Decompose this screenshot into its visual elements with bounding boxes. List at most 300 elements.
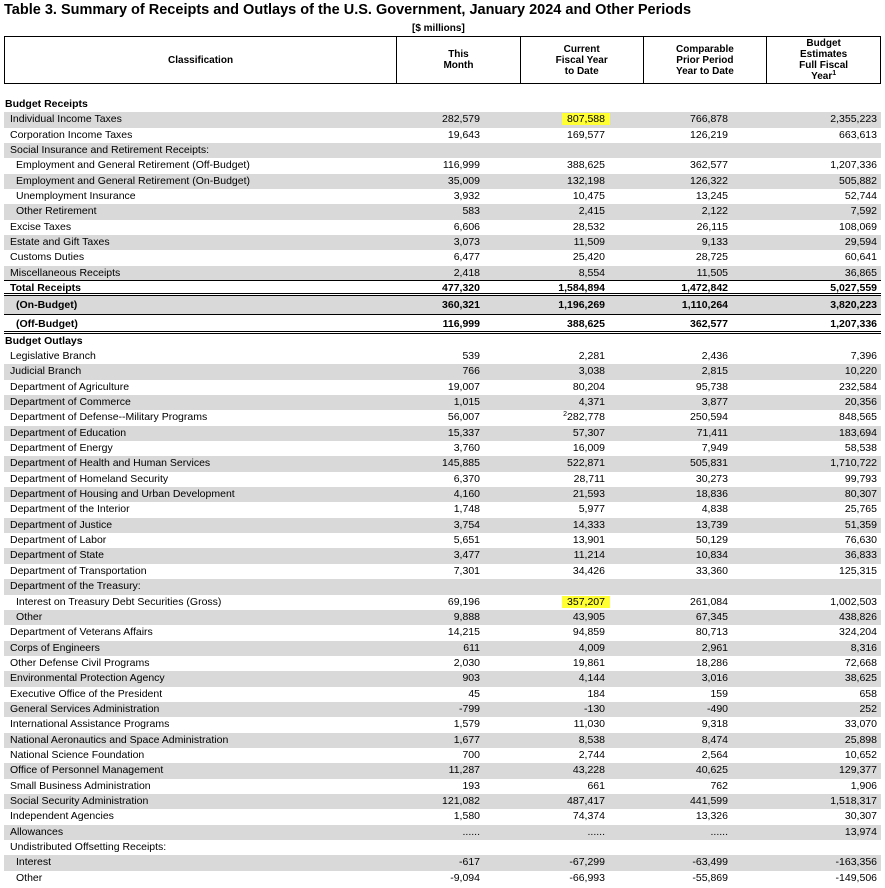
cell-budget-estimate: 3,820,223 xyxy=(830,299,877,312)
cell-budget-estimate: 1,207,336 xyxy=(830,159,877,172)
cell-this-month: 35,009 xyxy=(447,174,480,187)
row-label: Social Security Administration xyxy=(10,794,149,807)
table-row xyxy=(4,533,881,548)
cell-current-fy: 80,204 xyxy=(572,380,605,393)
cell-current-fy: 661 xyxy=(587,779,605,792)
cell-this-month: 1,580 xyxy=(453,810,480,823)
row-label: Department of Education xyxy=(10,426,127,439)
cell-current-fy: 11,509 xyxy=(573,236,605,249)
table-title: Table 3. Summary of Receipts and Outlays of the U.S. Government, January 2024 and Other Periods xyxy=(4,2,692,18)
cell-prior-period: 10,834 xyxy=(695,549,728,562)
row-label: International Assistance Programs xyxy=(10,718,170,731)
cell-this-month: 2,030 xyxy=(453,656,480,669)
cell-budget-estimate: 76,630 xyxy=(844,534,877,547)
cell-this-month: 6,477 xyxy=(453,251,480,264)
cell-this-month: 539 xyxy=(462,350,480,362)
cell-this-month: 116,999 xyxy=(442,159,480,172)
row-label: Individual Income Taxes xyxy=(10,113,122,126)
highlighted-value: 357,207 xyxy=(562,596,610,608)
header-current-fiscal-year: Current Fiscal Year to Date xyxy=(520,37,643,83)
header-prior-period: Comparable Prior Period Year to Date xyxy=(643,37,767,83)
cell-prior-period: -63,499 xyxy=(692,856,728,869)
cell-current-fy xyxy=(520,112,643,127)
cell-current-fy xyxy=(520,97,643,112)
table-row xyxy=(4,128,881,143)
table-row xyxy=(4,250,881,265)
cell-budget-estimate: 7,396 xyxy=(850,350,877,362)
table-row xyxy=(4,825,881,840)
row-label: Executive Office of the President xyxy=(10,687,163,700)
row-label: Interest on Treasury Debt Securities (Gross) xyxy=(16,595,222,608)
table-row xyxy=(4,548,881,563)
cell-prior-period: 3,877 xyxy=(701,396,728,409)
table-row xyxy=(4,364,881,379)
row-label: Corporation Income Taxes xyxy=(10,128,133,141)
row-label: Estate and Gift Taxes xyxy=(10,236,110,249)
table-row xyxy=(4,733,881,748)
cell-this-month: 2,418 xyxy=(453,266,480,279)
cell-current-fy: 388,625 xyxy=(567,159,605,172)
row-label: Budget Outlays xyxy=(5,334,83,347)
table-row xyxy=(4,281,881,296)
row-label: Undistributed Offsetting Receipts: xyxy=(10,841,167,853)
row-label: Independent Agencies xyxy=(10,810,114,823)
cell-budget-estimate: 10,220 xyxy=(844,365,877,378)
cell-budget-estimate: 38,625 xyxy=(844,672,877,685)
table-row xyxy=(4,610,881,625)
cell-current-fy: 19,861 xyxy=(572,656,605,669)
row-label: Office of Personnel Management xyxy=(10,764,164,777)
row-label: Department of the Treasury: xyxy=(10,580,141,593)
cell-current-fy: 2,415 xyxy=(578,205,605,218)
cell-budget-estimate: 25,898 xyxy=(844,733,877,746)
cell-current-fy: -130 xyxy=(583,702,605,715)
cell-current-fy: 43,905 xyxy=(572,610,605,623)
cell-this-month: 116,999 xyxy=(442,318,480,331)
table-row xyxy=(4,518,881,533)
cell-budget-estimate: 183,694 xyxy=(839,426,877,439)
cell-current-fy xyxy=(520,840,643,855)
row-label: Other xyxy=(16,610,43,623)
cell-prior-period: 9,318 xyxy=(701,718,728,731)
cell-prior-period: 67,345 xyxy=(695,610,728,623)
table-row xyxy=(4,395,881,410)
cell-prior-period: 28,725 xyxy=(695,251,728,264)
cell-prior-period: 2,961 xyxy=(701,641,728,654)
cell-budget-estimate: 108,069 xyxy=(839,220,877,233)
cell-budget-estimate: 129,377 xyxy=(839,764,877,777)
cell-budget-estimate xyxy=(767,97,881,112)
cell-prior-period: ...... xyxy=(710,825,728,838)
cell-current-fy: 184 xyxy=(587,687,605,700)
table-row xyxy=(4,204,881,219)
cell-budget-estimate: 1,518,317 xyxy=(830,794,877,807)
row-label: General Services Administration xyxy=(10,702,160,715)
table-row xyxy=(4,487,881,502)
cell-this-month: 3,932 xyxy=(453,190,480,203)
row-label: Interest xyxy=(16,856,52,869)
cell-budget-estimate xyxy=(767,840,881,855)
table-header xyxy=(4,36,881,84)
cell-prior-period: 8,474 xyxy=(701,733,728,746)
row-label: Judicial Branch xyxy=(10,365,82,378)
table-row xyxy=(4,855,881,870)
cell-prior-period: 250,594 xyxy=(690,411,728,424)
cell-this-month: 56,007 xyxy=(447,411,480,424)
row-label: Environmental Protection Agency xyxy=(10,672,165,685)
row-label: Unemployment Insurance xyxy=(16,190,136,203)
cell-prior-period xyxy=(643,840,767,855)
table-row xyxy=(4,809,881,824)
cell-this-month: 7,301 xyxy=(453,564,480,577)
cell-this-month: 6,606 xyxy=(453,220,480,233)
table-row xyxy=(4,266,881,281)
cell-prior-period: 26,115 xyxy=(696,220,728,233)
cell-this-month: 11,287 xyxy=(448,764,480,777)
table-row xyxy=(4,794,881,809)
cell-prior-period xyxy=(643,143,767,158)
table-row xyxy=(4,296,881,315)
cell-this-month: 3,760 xyxy=(453,442,480,455)
cell-current-fy: 1,584,894 xyxy=(558,282,605,295)
highlighted-value: 807,588 xyxy=(562,113,610,125)
cell-current-fy: $^2$282,778 xyxy=(563,411,605,424)
row-label: Allowances xyxy=(10,825,64,838)
cell-this-month: 903 xyxy=(462,672,480,685)
cell-budget-estimate: 25,765 xyxy=(844,503,877,516)
cell-current-fy: 8,538 xyxy=(578,733,605,746)
cell-current-fy: 16,009 xyxy=(572,442,605,455)
table-row xyxy=(4,641,881,656)
cell-current-fy: 11,214 xyxy=(573,549,605,562)
row-label: Employment and General Retirement (On-Budget) xyxy=(16,174,251,187)
table-row xyxy=(4,410,881,425)
cell-this-month xyxy=(396,334,520,349)
cell-prior-period: 9,133 xyxy=(701,236,728,249)
cell-budget-estimate: 1,207,336 xyxy=(830,318,877,331)
cell-budget-estimate: 51,359 xyxy=(844,518,877,531)
cell-this-month xyxy=(396,579,520,594)
cell-prior-period: 3,016 xyxy=(701,672,728,685)
units-label: [$ millions] xyxy=(412,23,465,34)
cell-budget-estimate: 5,027,559 xyxy=(830,282,877,295)
table-row xyxy=(4,441,881,456)
cell-budget-estimate: 30,307 xyxy=(844,810,877,823)
table-row xyxy=(4,189,881,204)
cell-budget-estimate: 505,882 xyxy=(839,174,877,187)
cell-this-month: 766 xyxy=(462,365,480,378)
cell-current-fy: 4,144 xyxy=(578,672,605,685)
row-label: Department of Agriculture xyxy=(10,380,130,393)
cell-current-fy: 2,281 xyxy=(578,350,605,362)
cell-this-month: 1,677 xyxy=(453,733,480,746)
row-label: Excise Taxes xyxy=(10,220,72,233)
cell-this-month: 1,579 xyxy=(453,718,480,731)
cell-budget-estimate: 13,974 xyxy=(844,825,877,838)
row-label: Legislative Branch xyxy=(10,350,96,362)
cell-this-month: 9,888 xyxy=(453,610,480,623)
cell-budget-estimate: 2,355,223 xyxy=(830,113,877,126)
cell-current-fy: 34,426 xyxy=(572,564,605,577)
cell-prior-period: 362,577 xyxy=(690,159,728,172)
row-label: (Off-Budget) xyxy=(16,318,78,331)
header-budget-estimates: Budget Estimates Full Fiscal Year$^1$ xyxy=(766,37,880,83)
cell-budget-estimate: 52,744 xyxy=(844,190,877,203)
cell-this-month: 700 xyxy=(462,748,480,761)
cell-budget-estimate: 8,316 xyxy=(850,641,877,654)
cell-budget-estimate: 33,070 xyxy=(844,718,877,731)
row-label: Other Retirement xyxy=(16,205,97,218)
cell-current-fy: 487,417 xyxy=(567,794,605,807)
cell-prior-period: 40,625 xyxy=(695,764,728,777)
row-label: Department of Transportation xyxy=(10,564,147,577)
cell-budget-estimate: 663,613 xyxy=(839,128,877,141)
cell-this-month: 611 xyxy=(463,641,480,654)
table-body xyxy=(4,97,881,886)
table-row xyxy=(4,840,881,855)
table-row xyxy=(4,174,881,189)
row-label: (On-Budget) xyxy=(16,299,78,312)
cell-this-month: 477,320 xyxy=(442,282,480,295)
row-label: Miscellaneous Receipts xyxy=(10,266,121,279)
cell-current-fy: 132,198 xyxy=(567,174,605,187)
cell-this-month: 6,370 xyxy=(453,472,480,485)
row-label: Department of Homeland Security xyxy=(10,472,169,485)
cell-prior-period: 13,326 xyxy=(695,810,728,823)
cell-prior-period: 4,838 xyxy=(701,503,728,516)
cell-current-fy: 74,374 xyxy=(572,810,605,823)
cell-prior-period: 126,219 xyxy=(690,128,728,141)
cell-budget-estimate: 36,865 xyxy=(844,266,877,279)
cell-budget-estimate: 252 xyxy=(859,702,877,715)
cell-this-month: 193 xyxy=(462,779,480,792)
table-row xyxy=(4,779,881,794)
cell-current-fy xyxy=(520,579,643,594)
row-label: Department of Veterans Affairs xyxy=(10,626,153,639)
cell-budget-estimate: -163,356 xyxy=(835,856,877,869)
table-row xyxy=(4,625,881,640)
cell-this-month: -617 xyxy=(458,856,480,869)
cell-prior-period: 766,878 xyxy=(690,113,728,126)
row-label: Department of State xyxy=(10,549,104,562)
cell-current-fy: 4,009 xyxy=(578,641,605,654)
cell-prior-period: -55,869 xyxy=(692,871,728,884)
cell-prior-period: 13,245 xyxy=(695,190,728,203)
cell-budget-estimate: 232,584 xyxy=(839,380,877,393)
cell-prior-period: 441,599 xyxy=(690,794,728,807)
cell-prior-period: 2,564 xyxy=(701,748,728,761)
cell-current-fy xyxy=(520,334,643,349)
cell-budget-estimate: 848,565 xyxy=(839,411,877,424)
cell-prior-period: 50,129 xyxy=(695,534,728,547)
table-row xyxy=(4,472,881,487)
cell-current-fy: 388,625 xyxy=(567,318,605,331)
cell-current-fy: 57,307 xyxy=(572,426,605,439)
table-row xyxy=(4,671,881,686)
cell-prior-period xyxy=(643,97,767,112)
cell-current-fy: 5,977 xyxy=(578,503,605,516)
table-row xyxy=(4,97,881,112)
cell-budget-estimate: 58,538 xyxy=(844,442,877,455)
cell-current-fy: 3,038 xyxy=(578,365,605,378)
row-label: Department of Health and Human Services xyxy=(10,457,211,470)
cell-current-fy: 25,420 xyxy=(572,251,605,264)
cell-current-fy: ...... xyxy=(587,825,605,838)
cell-prior-period: 126,322 xyxy=(690,174,728,187)
row-label: Budget Receipts xyxy=(5,98,88,110)
cell-this-month: 3,754 xyxy=(453,518,480,531)
cell-prior-period: 18,836 xyxy=(695,488,728,501)
cell-this-month: 69,196 xyxy=(447,595,480,608)
cell-prior-period: 2,436 xyxy=(701,350,728,362)
row-label: Department of Justice xyxy=(10,518,113,531)
row-label: Other Defense Civil Programs xyxy=(10,656,150,669)
cell-budget-estimate: 29,594 xyxy=(844,236,877,249)
table-row xyxy=(4,871,881,886)
cell-budget-estimate: 20,356 xyxy=(844,396,877,409)
cell-prior-period: 95,738 xyxy=(695,380,728,393)
cell-prior-period: 2,122 xyxy=(701,205,728,218)
cell-prior-period xyxy=(643,579,767,594)
cell-this-month: 1,015 xyxy=(453,396,480,409)
table-row xyxy=(4,380,881,395)
table-row xyxy=(4,315,881,334)
cell-budget-estimate xyxy=(767,334,881,349)
cell-this-month: 1,748 xyxy=(453,503,480,516)
table-row xyxy=(4,579,881,594)
cell-prior-period: -490 xyxy=(706,702,728,715)
cell-budget-estimate: 1,906 xyxy=(850,779,877,792)
header-this-month: This Month xyxy=(396,37,520,83)
cell-prior-period: 2,815 xyxy=(701,365,728,378)
table-row xyxy=(4,235,881,250)
cell-this-month: 5,651 xyxy=(453,534,480,547)
table-row xyxy=(4,456,881,471)
cell-prior-period: 7,949 xyxy=(701,442,728,455)
cell-this-month: 14,215 xyxy=(447,626,480,639)
footnote-marker: 1 xyxy=(832,70,837,77)
cell-prior-period: 13,739 xyxy=(695,518,728,531)
cell-this-month: 360,321 xyxy=(442,299,480,312)
table-row xyxy=(4,158,881,173)
row-label: Social Insurance and Retirement Receipts: xyxy=(10,144,210,157)
cell-current-fy: 43,228 xyxy=(572,764,605,777)
cell-this-month xyxy=(396,840,520,855)
cell-this-month: 3,477 xyxy=(453,549,480,562)
table-row xyxy=(4,702,881,717)
cell-this-month: 282,579 xyxy=(442,113,480,126)
cell-current-fy: 14,333 xyxy=(572,518,605,531)
cell-current-fy: 13,901 xyxy=(572,534,605,547)
cell-budget-estimate: 324,204 xyxy=(839,626,877,639)
cell-prior-period: 33,360 xyxy=(695,564,728,577)
table-row xyxy=(4,502,881,517)
cell-prior-period: 71,411 xyxy=(696,426,728,439)
cell-budget-estimate xyxy=(767,579,881,594)
cell-current-fy: 10,475 xyxy=(572,190,605,203)
row-label: Department of Housing and Urban Development xyxy=(10,488,235,501)
table-row xyxy=(4,763,881,778)
cell-current-fy: 21,593 xyxy=(572,488,605,501)
cell-prior-period: 80,713 xyxy=(695,626,728,639)
row-label: Department of the Interior xyxy=(10,503,130,516)
cell-prior-period: 261,084 xyxy=(690,595,728,608)
cell-budget-estimate: 7,592 xyxy=(850,205,877,218)
cell-budget-estimate: 60,641 xyxy=(844,251,877,264)
cell-budget-estimate: 72,668 xyxy=(844,656,877,669)
cell-current-fy xyxy=(520,143,643,158)
cell-prior-period: 505,831 xyxy=(690,457,728,470)
cell-current-fy: 2,744 xyxy=(578,748,605,761)
table-row xyxy=(4,656,881,671)
cell-this-month: -799 xyxy=(458,702,480,715)
cell-current-fy: 169,577 xyxy=(567,128,605,141)
cell-current-fy: 11,030 xyxy=(573,718,605,731)
cell-prior-period: 11,505 xyxy=(696,266,728,279)
cell-budget-estimate: 1,002,503 xyxy=(830,595,877,608)
cell-this-month xyxy=(396,143,520,158)
cell-current-fy: 94,859 xyxy=(572,626,605,639)
table-row xyxy=(4,748,881,763)
cell-this-month: 15,337 xyxy=(447,426,480,439)
row-label: Customs Duties xyxy=(10,251,85,264)
cell-prior-period xyxy=(643,334,767,349)
table-row xyxy=(4,220,881,235)
cell-budget-estimate: 438,826 xyxy=(839,610,877,623)
cell-budget-estimate: 658 xyxy=(859,687,877,700)
cell-this-month: 19,007 xyxy=(447,380,480,393)
cell-this-month: 583 xyxy=(462,205,480,218)
cell-prior-period: 362,577 xyxy=(690,318,728,331)
table-row xyxy=(4,564,881,579)
table-row xyxy=(4,687,881,702)
cell-budget-estimate: 125,315 xyxy=(839,564,877,577)
cell-budget-estimate xyxy=(767,143,881,158)
cell-this-month xyxy=(396,97,520,112)
cell-prior-period: 1,472,842 xyxy=(681,282,728,295)
row-label: Small Business Administration xyxy=(10,779,151,792)
cell-current-fy xyxy=(520,595,643,610)
cell-budget-estimate: 1,710,722 xyxy=(830,457,877,470)
cell-this-month: 121,082 xyxy=(442,794,480,807)
cell-current-fy: -66,993 xyxy=(569,871,605,884)
header-classification: Classification xyxy=(168,54,234,66)
cell-current-fy: 8,554 xyxy=(578,266,605,279)
cell-prior-period: 159 xyxy=(710,687,728,700)
cell-current-fy: 4,371 xyxy=(578,396,605,409)
cell-prior-period: 18,286 xyxy=(695,656,728,669)
row-label: Department of Labor xyxy=(10,534,107,547)
row-label: Other xyxy=(16,871,43,884)
cell-current-fy: -67,299 xyxy=(569,856,605,869)
row-label: National Aeronautics and Space Administration xyxy=(10,733,229,746)
table-row xyxy=(4,426,881,441)
cell-current-fy: 522,871 xyxy=(567,457,605,470)
row-label: Corps of Engineers xyxy=(10,641,100,654)
footnote-marker: 2 xyxy=(563,411,568,419)
row-label: Department of Commerce xyxy=(10,396,131,409)
cell-current-fy: 28,532 xyxy=(572,220,605,233)
cell-current-fy: 1,196,269 xyxy=(558,299,605,312)
row-label: Department of Defense--Military Programs xyxy=(10,411,208,424)
cell-prior-period: 30,273 xyxy=(695,472,728,485)
table-row xyxy=(4,112,881,127)
cell-this-month: ...... xyxy=(462,825,480,838)
cell-budget-estimate: 36,833 xyxy=(844,549,877,562)
cell-budget-estimate: -149,506 xyxy=(835,871,877,884)
cell-prior-period: 1,110,264 xyxy=(681,299,728,312)
cell-this-month: 3,073 xyxy=(453,236,480,249)
